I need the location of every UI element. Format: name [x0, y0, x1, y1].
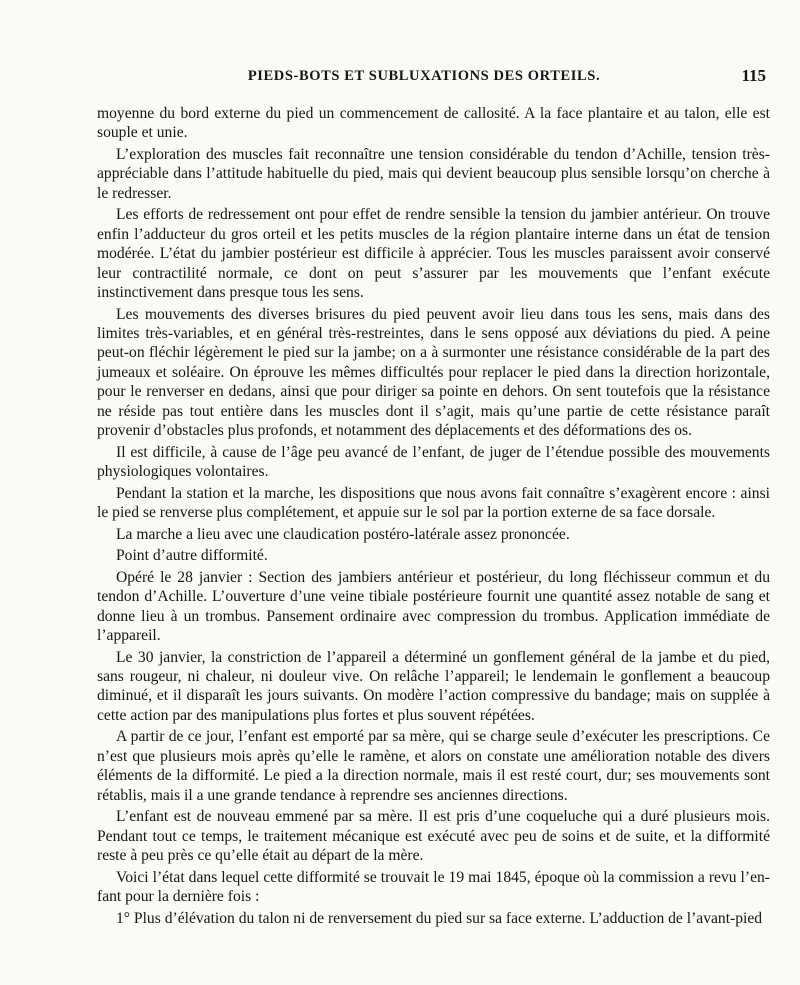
paragraph-claudication: La marche a lieu avec une claudication postéro-latérale assez prononcée. — [116, 525, 570, 543]
page-number: 115 — [741, 66, 766, 85]
paragraph-standing-walking: Pendant la station et la marche, les dispositions que nous avons fait connaître s’exagèrent encore : ainsi le pied se renverse plus complétement, et appuie sur le sol par la portion externe de sa face dorsale. — [97, 484, 770, 522]
paragraph-whooping-cough: L’enfant est de nouveau emmené par sa mère. Il est pris d’une coqueluche qui a duré plusieurs mois. Pendant tout ce temps, le traitement mécanique est exécuté avec peu de soins et de suite, et la difformité reste à peu près ce qu’elle était au départ de la mère. — [97, 808, 770, 865]
paragraph-voluntary-movements: Il est difficile, à cause de l’âge peu avancé de l’enfant, de juger de l’étendue possible des mouvements physiologiques volontaires. — [97, 443, 770, 481]
paragraph-no-other-deformity: Point d’autre difformité. — [116, 547, 268, 565]
running-header — [80, 66, 768, 90]
paragraph-muscle-exploration: L’exploration des muscles fait reconnaître une tension considérable du tendon d’Achille, tension très-appréciable dans l’attitude habituelle du pied, mais qui devient beaucoup plus sensible lorsqu’on cherche à le redresser. — [97, 146, 770, 202]
paragraph-foot-movements: Les mouvements des diverses brisures du pied peuvent avoir lieu dans tous les sens, mais dans des limites très-variables, et en général très-restreintes, dans le sens opposé aux déviations du pied. A peine peut-on fléchir légèrement le pied sur la jambe; on a à surmonter une résistance considérable de la part des jumeaux et soléaire. On éprouve les mêmes difficultés pour replacer le pied dans la direction horizontale, pour le renverser en dedans, ainsi que pour diriger sa pointe en dehors. On sent toutefois que la résistance ne réside pas tout entière dans les muscles dont il s’agit, mais qu’une partie de cette résistance paraît provenir d’obstacles plus profonds, et notamment des déplacements et des déformations des os. — [97, 305, 770, 440]
paragraph-redressement-efforts: Les efforts de redressement ont pour effet de rendre sensible la tension du jambier antérieur. On trouve enfin l’adducteur du gros orteil et les petits muscles de la région plantaire interne dans un état de tension modérée. L’état du jambier postérieur est difficile à apprécier. Tous les muscles paraissent avoir conservé leur contractilité normale, ce dont on peut s’assurer par les mouvements que l’enfant exécute instinctivement dans presque tous les sens. — [97, 206, 770, 302]
running-title: PIEDS-BOTS ET SUBLUXATIONS DES ORTEILS. — [247, 68, 601, 84]
paragraph-mother-care: A partir de ce jour, l’enfant est emporté par sa mère, qui se charge seule d’exécuter les prescriptions. Ce n’est que plusieurs mois après qu’elle le ramène, et alors on constate une amélioration notable des divers éléments de la difformité. Le pied a la direction normale, mais il est resté court, dur; ses mouvements sont rétablis, mais il a une grande tendance à reprendre ses anciennes directions. — [97, 728, 770, 804]
paragraph-operation: Opéré le 28 janvier : Section des jambiers antérieur et postérieur, du long fléchisseur commun et du tendon d’Achille. L’ouverture d’une veine tibiale postérieure fournit une quantité assez notable de sang et donne lieu à un trombus. Pansement ordinaire avec compression du trombus. Application immédiate de l’appareil. — [97, 568, 770, 645]
paragraph-january-30: Le 30 janvier, la constriction de l’appareil a déterminé un gonflement général de la jambe et du pied, sans rougeur, ni chaleur, ni douleur vive. On relâche l’appareil; le lendemain le gonflement a beaucoup diminué, et il disparaît les jours suivants. On modère l’action compressive du bandage; mais on supplée à cette action par des manipulations plus fortes et plus souvent répétées. — [97, 648, 770, 724]
paragraph-observation-1: 1° Plus d’élévation du talon ni de renversement du pied sur sa face externe. L’adduction de l’avant-pied — [116, 909, 763, 927]
paragraph-state-may-1845: Voici l’état dans lequel cette difformité se trouvait le 19 mai 1845, époque où la commission a revu l’enfant pour la dernière fois : — [97, 868, 770, 906]
paragraph-continued: moyenne du bord externe du pied un commencement de callosité. A la face plantaire et au talon, elle est souple et unie. — [97, 105, 770, 142]
body-text — [97, 104, 770, 930]
